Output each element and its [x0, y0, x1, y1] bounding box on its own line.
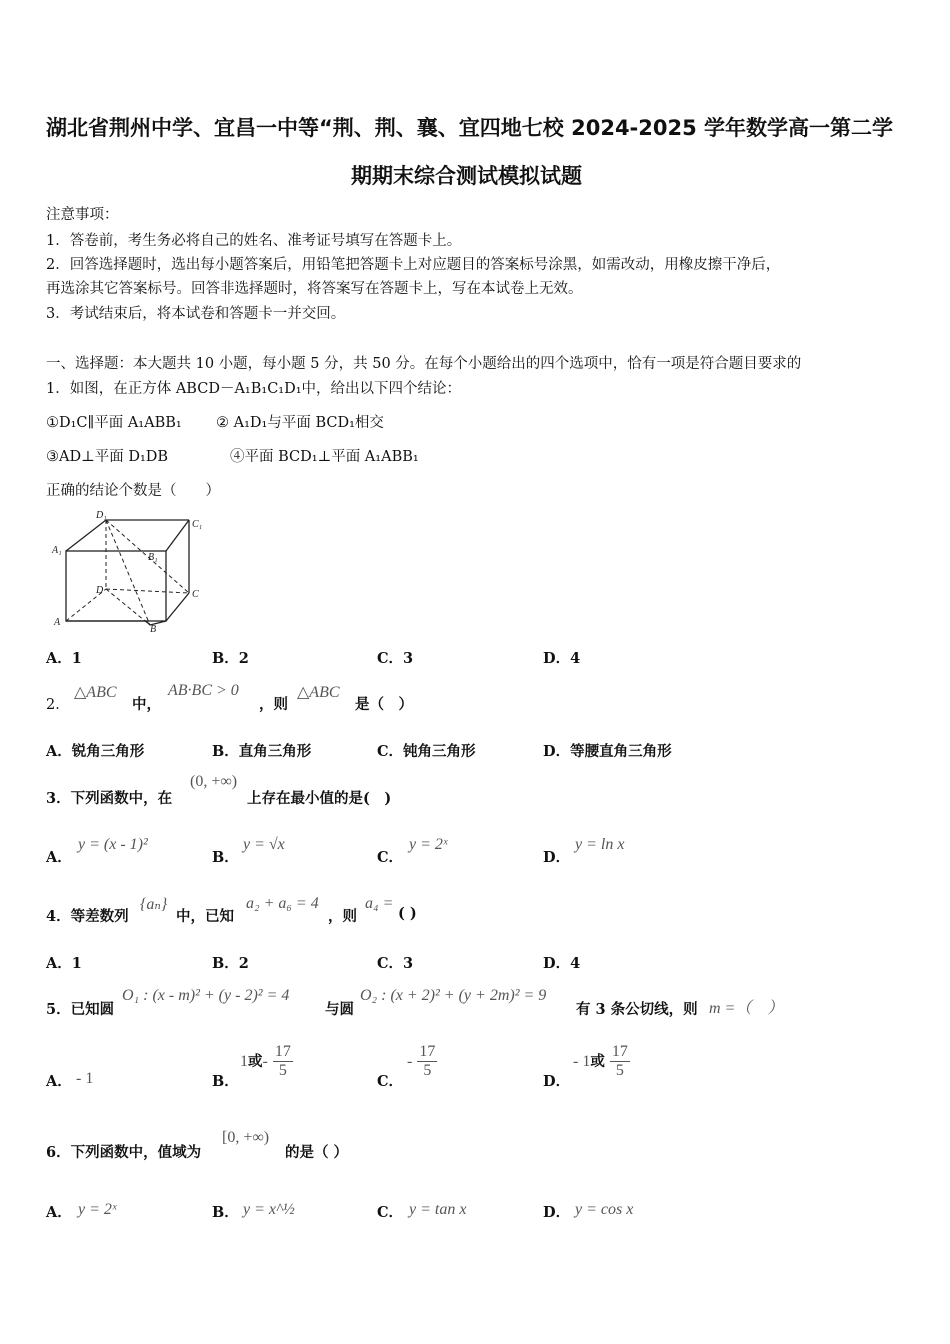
- q6-label-a: A．: [46, 1204, 72, 1221]
- q6-stem-end: 的是（ ）: [285, 1144, 349, 1161]
- q6-option-c: y = tan x: [409, 1201, 467, 1218]
- q2-number: 2．: [46, 697, 70, 713]
- q3-label-a: A．: [46, 849, 72, 866]
- q2-option-a: A．锐角三角形: [46, 743, 145, 760]
- section-heading: 一、选择题：本大题共 10 小题，每小题 5 分，共 50 分。在每个小题给出的四个选项中，恰有一项是符合题目要求的: [46, 356, 802, 372]
- notice-item: 1．答卷前，考生务必将自己的姓名、准考证号填写在答题卡上。: [46, 233, 462, 249]
- q5-circle-2: O₂ : (x + 2)² + (y + 2m)² = 9: [360, 987, 547, 1004]
- q5-label-a: A．: [46, 1073, 72, 1090]
- q1-conclusion-4: ④平面 BCD₁⊥平面 A₁ABB₁: [230, 449, 419, 465]
- q3-option-c: y = 2ˣ: [409, 836, 448, 853]
- cube-figure: [44, 505, 214, 635]
- q2-option-c: C．钝角三角形: [377, 743, 476, 760]
- notice-item: 3．考试结束后，将本试卷和答题卡一并交回。: [46, 306, 346, 322]
- q4-sequence: {aₙ}: [140, 896, 168, 913]
- q2-text: 是（ ）: [355, 696, 413, 713]
- q5-stem: 5．已知圆: [46, 1001, 115, 1018]
- fig-label: B₁: [148, 552, 158, 563]
- q1-conclusion-1: ①D₁C∥平面 A₁ABB₁: [46, 415, 182, 431]
- fig-label: D₁: [96, 510, 107, 521]
- q5-label-b: B．: [212, 1073, 239, 1090]
- q4-option-c: C．3: [377, 955, 414, 972]
- page-title: 湖北省荆州中学、宜昌一中等“荆、荆、襄、宜四地七校 2024-2025 学年数学高一第二学: [46, 116, 894, 140]
- q4-stem: 4．等差数列: [46, 908, 129, 925]
- q3-option-d: y = ln x: [575, 836, 625, 853]
- q1-option-c: C．3: [377, 650, 414, 667]
- q1-conclusion-3: ③AD⊥平面 D₁DB: [46, 449, 169, 465]
- q3-option-a: y = (x - 1)²: [78, 836, 148, 853]
- q4-option-d: D．4: [543, 955, 581, 972]
- fig-label: C: [192, 589, 199, 600]
- fraction: $\frac{17}{5}$: [419, 1043, 436, 1079]
- fraction: $\frac{17}{5}$: [611, 1043, 628, 1079]
- notice-item: 2．回答选择题时，选出每小题答案后，用铅笔把答题卡上对应题目的答案标号涂黑，如需改动，用橡皮擦干净后，: [46, 257, 781, 273]
- q2-option-d: D．等腰直角三角形: [543, 743, 672, 760]
- q6-interval: [0, +∞): [222, 1129, 270, 1146]
- q5-option-a: - 1: [76, 1070, 94, 1087]
- q3-label-d: D．: [543, 849, 571, 866]
- q6-label-b: B．: [212, 1204, 239, 1221]
- q3-stem-end: 上存在最小值的是( ): [247, 790, 392, 807]
- q5-text: 与圆: [325, 1001, 354, 1018]
- fig-label: A: [54, 617, 61, 628]
- q6-option-d: y = cos x: [575, 1201, 634, 1218]
- q2-text: ，则: [259, 696, 288, 713]
- q6-option-b: y = x^½: [243, 1201, 295, 1218]
- q2-math: △ABC: [74, 684, 117, 701]
- q4-ask: a₄ =: [365, 895, 394, 912]
- fig-label: A₁: [52, 545, 62, 556]
- q3-stem: 3．下列函数中，在: [46, 790, 173, 807]
- q1-stem: 1．如图，在正方体 ABCD－A₁B₁C₁D₁中，给出以下四个结论：: [46, 381, 462, 397]
- q4-text: ( ): [398, 905, 417, 922]
- q6-label-d: D．: [543, 1204, 571, 1221]
- q5-option-b: 1或- $\frac{17}{5}$: [240, 1043, 291, 1079]
- q3-label-c: C．: [377, 849, 404, 866]
- q1-conclusion-2: ② A₁D₁与平面 BCD₁相交: [216, 415, 384, 431]
- fraction: $\frac{17}{5}$: [274, 1043, 291, 1079]
- q6-option-a: y = 2ˣ: [78, 1201, 117, 1218]
- q2-option-b: B．直角三角形: [212, 743, 312, 760]
- q4-option-b: B．2: [212, 955, 249, 972]
- q5-ask: m =（ ）: [709, 1000, 784, 1017]
- fig-label: D: [96, 585, 104, 596]
- fig-label: B: [150, 624, 157, 635]
- q3-option-b: y = √x: [243, 836, 285, 853]
- notice-item: 再选涂其它答案标号。回答非选择题时，将答案写在答题卡上，写在本试卷上无效。: [46, 281, 583, 297]
- q1-question: 正确的结论个数是（ ）: [46, 483, 220, 499]
- q5-option-c: - $\frac{17}{5}$: [407, 1043, 436, 1079]
- q5-label-c: C．: [377, 1073, 404, 1090]
- q5-text: 有 3 条公切线，则: [576, 1001, 698, 1018]
- q4-text: ，则: [328, 908, 357, 925]
- q5-label-d: D．: [543, 1073, 571, 1090]
- q4-condition: a₂ + a₆ = 4: [246, 895, 319, 912]
- notice-heading: 注意事项：: [46, 207, 119, 223]
- q4-option-a: A．1: [46, 955, 82, 972]
- fig-label: C₁: [192, 519, 203, 530]
- q1-option-b: B．2: [212, 650, 249, 667]
- q3-label-b: B．: [212, 849, 239, 866]
- page-title-line2: 期期末综合测试模拟试题: [351, 164, 582, 188]
- q1-option-d: D．4: [543, 650, 581, 667]
- q4-text: 中，已知: [176, 908, 234, 925]
- q6-label-c: C．: [377, 1204, 404, 1221]
- q2-math: AB·BC > 0: [168, 682, 239, 699]
- q2-math: △ABC: [297, 684, 340, 701]
- q5-option-d: - 1或 $\frac{17}{5}$: [573, 1043, 628, 1079]
- q6-stem: 6．下列函数中，值域为: [46, 1144, 202, 1161]
- q5-circle-1: O₁ : (x - m)² + (y - 2)² = 4: [122, 987, 290, 1004]
- q1-option-a: A．1: [46, 650, 82, 667]
- q3-interval: (0, +∞): [190, 773, 238, 790]
- q2-text: 中，: [132, 696, 161, 713]
